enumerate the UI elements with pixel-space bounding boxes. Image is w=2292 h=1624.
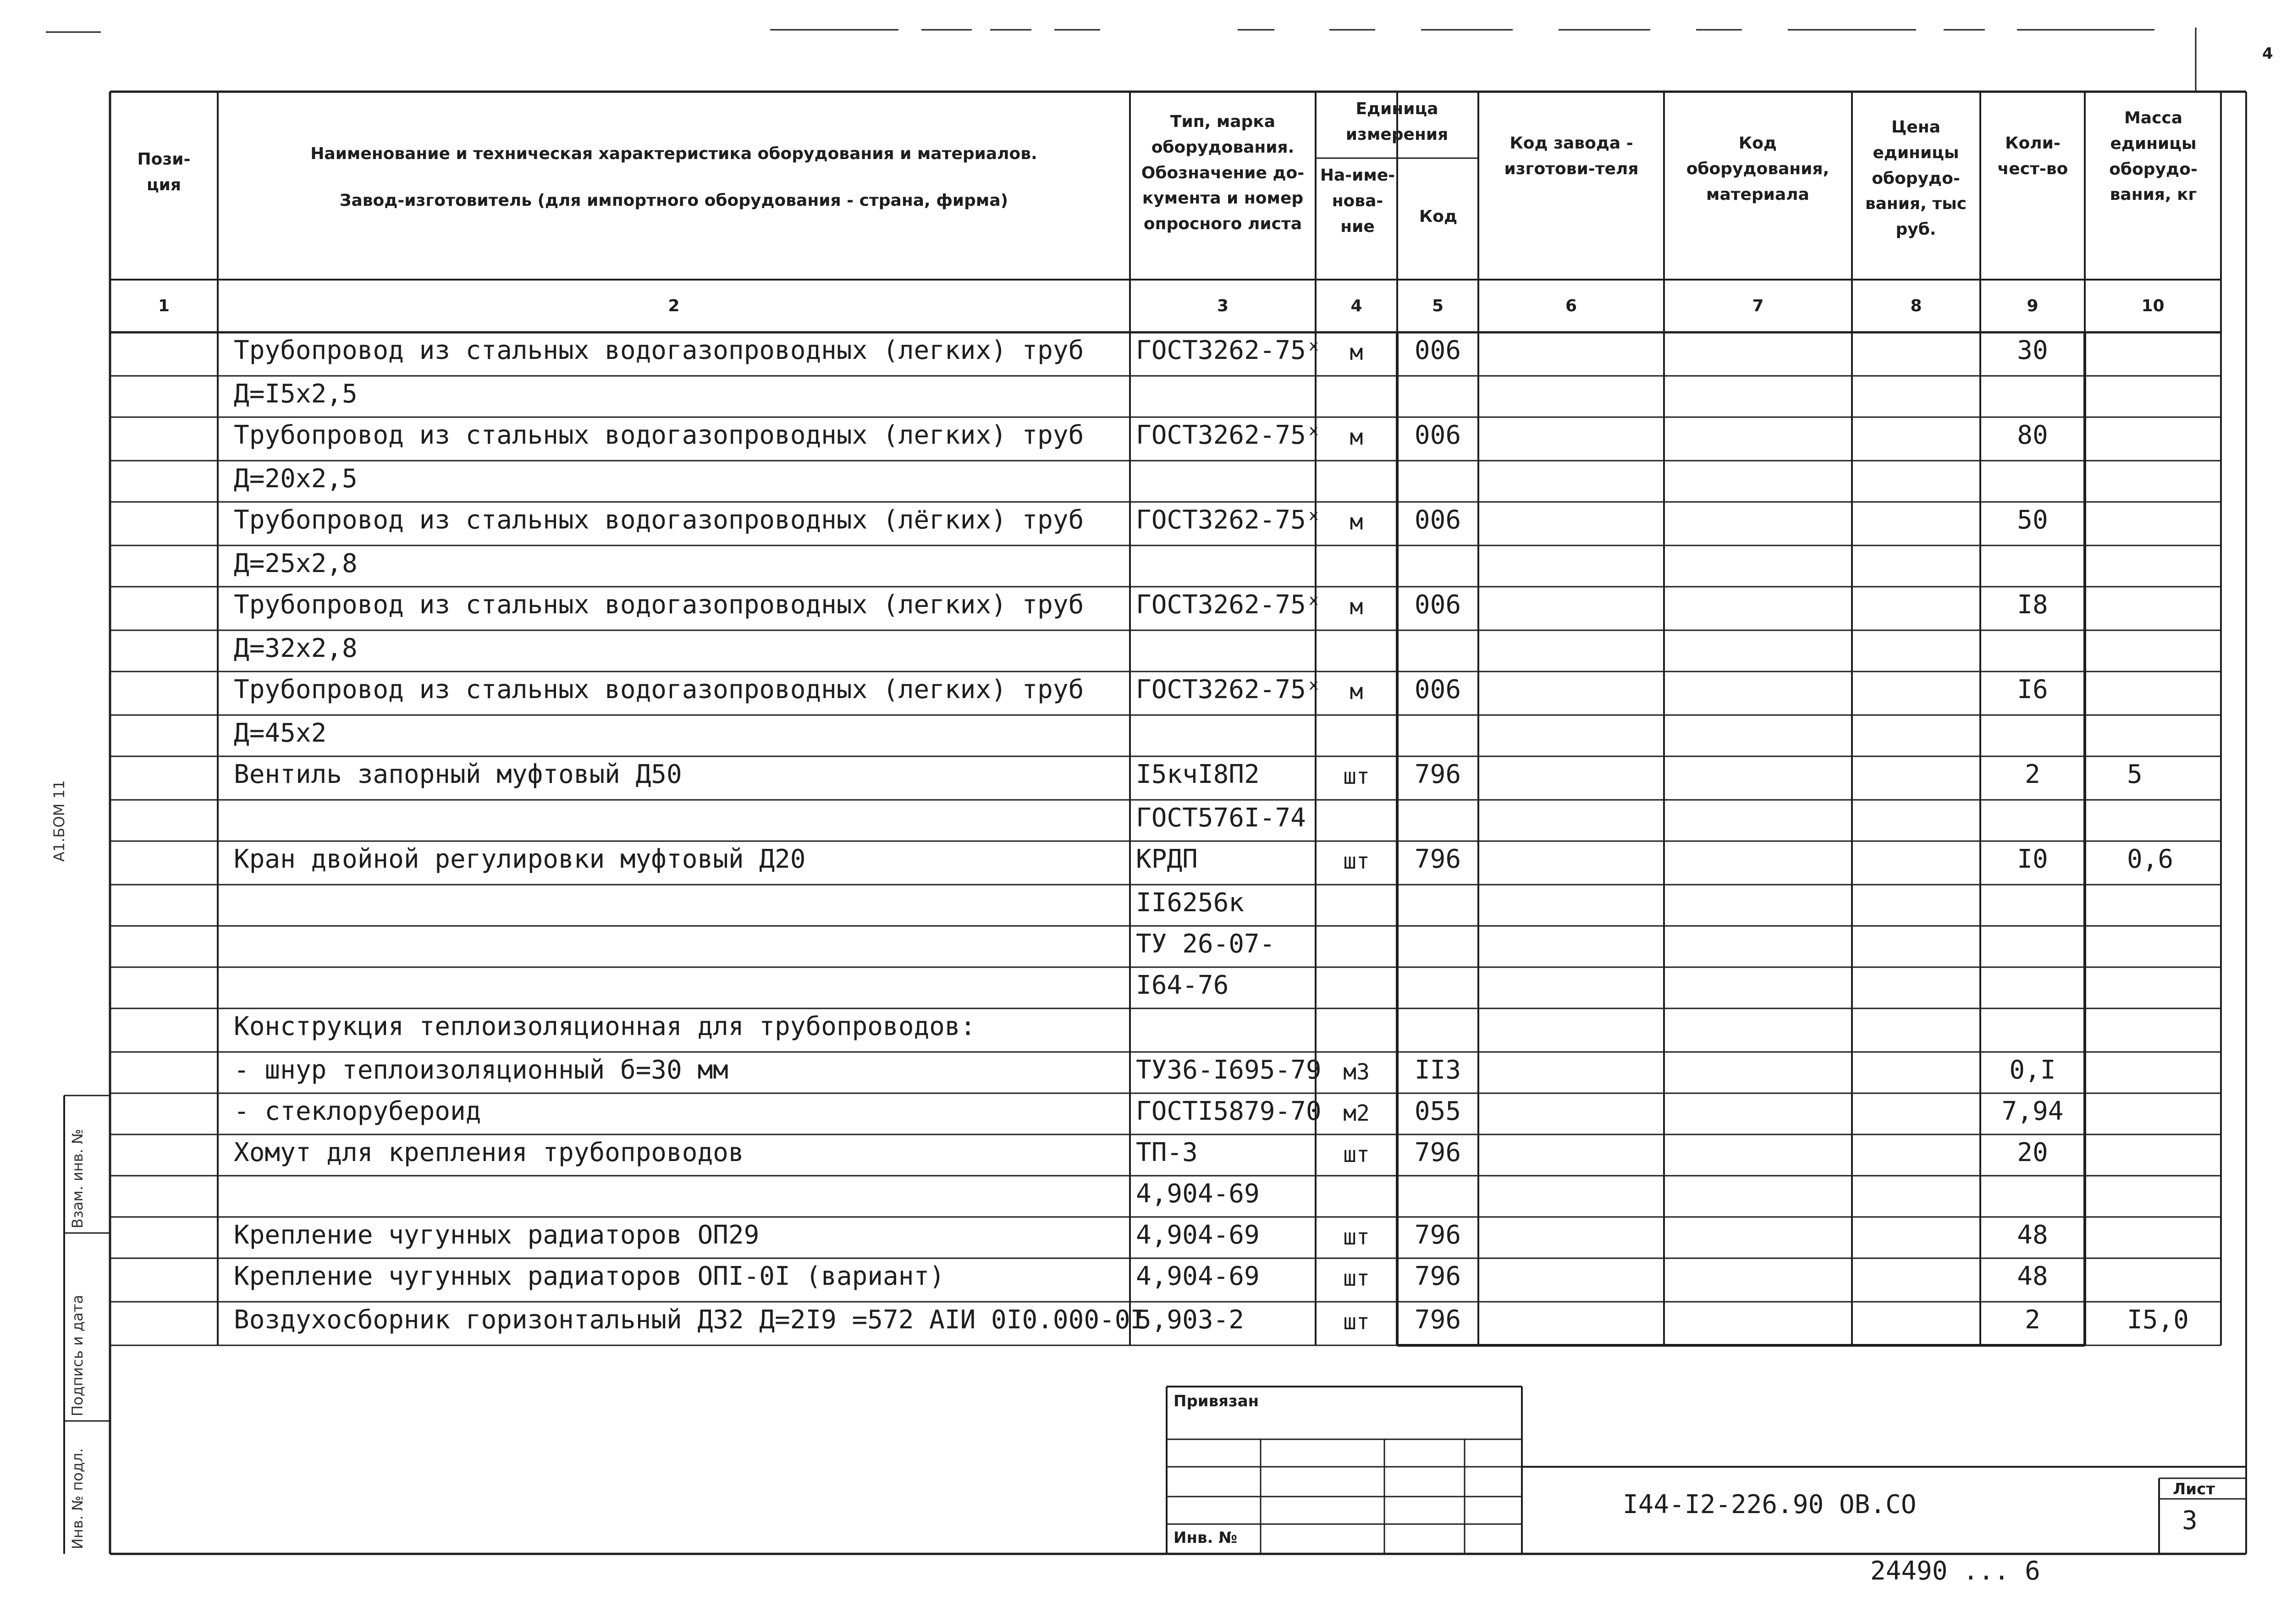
row-unit: шт [1343, 848, 1370, 874]
row-unit: м [1350, 679, 1363, 705]
column-number: 9 [2027, 297, 2039, 315]
row-name: Д=20x2,5 [234, 464, 358, 494]
row-unit: м [1350, 340, 1363, 365]
row-code: 796 [1414, 844, 1461, 874]
row-mass: 0,6 [2127, 844, 2174, 874]
row-quantity: 30 [2017, 336, 2048, 365]
row-name: Крепление чугунных радиаторов ОПI-0I (вариант) [234, 1261, 945, 1291]
row-name: Трубопровод из стальных водогазопроводных (лёгких) труб [234, 505, 1084, 535]
row-name: - шнур теплоизоляционный б=30 мм [234, 1055, 728, 1085]
row-type: II6256к [1136, 888, 1245, 918]
row-type: I64-76 [1136, 970, 1229, 1000]
row-type: 4,904-69 [1136, 1220, 1260, 1250]
row-type: I5кчI8П2 [1136, 760, 1260, 789]
row-quantity: 0,I [2009, 1055, 2056, 1085]
row-code: 006 [1414, 505, 1461, 535]
row-name: Трубопровод из стальных водогазопроводных (легких) труб [234, 336, 1084, 365]
row-unit: м3 [1343, 1059, 1370, 1085]
row-quantity: 7,94 [2001, 1096, 2064, 1126]
row-code: 006 [1414, 590, 1461, 620]
row-type: ТУ36-I695-79 [1136, 1055, 1322, 1085]
document-code: I44-I2-226.90 ОВ.СО [1623, 1490, 1917, 1519]
row-name: Д=I5x2,5 [234, 379, 358, 409]
row-type: ГОСТ3262-75ˣ [1136, 336, 1322, 365]
row-quantity: I0 [2017, 844, 2048, 874]
row-quantity: 2 [2025, 760, 2040, 789]
stamp-privyazan: Привязан [1174, 1392, 1259, 1410]
row-name: Крепление чугунных радиаторов ОП29 [234, 1220, 760, 1250]
row-name: Д=32x2,8 [234, 633, 358, 663]
row-unit: шт [1343, 1309, 1370, 1335]
column-number: 2 [668, 297, 680, 315]
column-number: 1 [158, 297, 170, 315]
row-unit: шт [1343, 764, 1370, 789]
header-unit-code: Код [1419, 207, 1458, 226]
row-name: Конструкция теплоизоляционная для трубопроводов: [234, 1012, 976, 1041]
column-number: 8 [1910, 297, 1922, 315]
row-unit: шт [1343, 1142, 1370, 1167]
row-code: II3 [1414, 1055, 1461, 1085]
row-type: ГОСТ3262-75ˣ [1136, 505, 1322, 535]
row-quantity: I8 [2017, 590, 2048, 620]
row-name: Хомут для крепления трубопроводов [234, 1138, 744, 1167]
column-number: 5 [1432, 297, 1444, 315]
header-name-line2: Завод-изготовитель (для импортного оборудования - страна, фирма) [339, 191, 1008, 210]
row-quantity: 80 [2017, 420, 2048, 450]
header-quantity: Коли-чест-во [1997, 134, 2068, 178]
header-type: Тип, марка оборудования. Обозначение до-кумента и номер опросного листа [1141, 112, 1305, 234]
side-label-strip1: Взам. инв. № [69, 1129, 86, 1228]
row-code: 055 [1414, 1096, 1461, 1126]
column-number: 3 [1217, 297, 1229, 315]
row-type: ТУ 26-07- [1136, 929, 1275, 959]
column-number: 6 [1565, 297, 1577, 315]
header-position: Пози- ция [137, 150, 191, 194]
row-type: ГОСТI5879-70 [1136, 1096, 1322, 1126]
row-name: Д=45x2 [234, 718, 327, 748]
header-equipment-code: Код оборудования, материала [1686, 134, 1829, 204]
row-name: Трубопровод из стальных водогазопроводных (легких) труб [234, 590, 1084, 620]
row-mass: I5,0 [2127, 1305, 2189, 1335]
row-unit: м [1350, 424, 1363, 450]
header-plant-code: Код завода - изготови-теля [1504, 134, 1639, 178]
row-quantity: I6 [2017, 675, 2048, 705]
header-mass: Масса единицы оборудо-вания, кг [2109, 109, 2198, 204]
row-code: 796 [1414, 760, 1461, 789]
column-number: 4 [1350, 297, 1362, 315]
side-label-format: А1.БОМ 11 [50, 780, 68, 862]
row-unit: м2 [1343, 1101, 1370, 1126]
row-type: 4,904-69 [1136, 1179, 1260, 1209]
row-type: ГОСТ3262-75ˣ [1136, 675, 1322, 705]
row-quantity: 50 [2017, 505, 2048, 535]
row-name: Трубопровод из стальных водогазопроводных (легких) труб [234, 420, 1084, 450]
row-type: 4,904-69 [1136, 1261, 1260, 1291]
header-price: Цена единицы оборудо-вания, тыс руб. [1865, 118, 1967, 239]
row-code: 006 [1414, 675, 1461, 705]
row-type: ТП-3 [1136, 1138, 1198, 1167]
stamp-inv: Инв. № [1174, 1529, 1238, 1547]
corner-mark: 4 [2262, 44, 2273, 63]
row-name: Кран двойной регулировки муфтовый Д20 [234, 844, 806, 874]
row-type: КРДП [1136, 844, 1198, 874]
bottom-number: 24490 ... 6 [1870, 1556, 2040, 1586]
row-name: Д=25x2,8 [234, 549, 358, 578]
row-unit: м [1350, 594, 1363, 620]
row-type: ГОСТ3262-75ˣ [1136, 590, 1322, 620]
side-label-strip3: Инв. № подл. [69, 1448, 86, 1549]
sheet-number: 3 [2182, 1506, 2198, 1536]
row-unit: шт [1343, 1224, 1370, 1250]
column-number: 7 [1752, 297, 1764, 315]
header-name-line1: Наименование и техническая характеристика оборудования и материалов. [310, 144, 1037, 163]
row-type: ГОСТ576I-74 [1136, 803, 1306, 833]
row-unit: м [1350, 509, 1363, 535]
header-unit-name: На-име-нова-ние [1320, 166, 1395, 236]
row-mass: 5 [2127, 760, 2143, 789]
row-quantity: 2 [2025, 1305, 2040, 1335]
side-label-strip2: Подпись и дата [69, 1294, 86, 1416]
row-quantity: 48 [2017, 1220, 2048, 1250]
row-type: 5,903-2 [1136, 1305, 1245, 1335]
column-number: 10 [2141, 297, 2165, 315]
row-name: Вентиль запорный муфтовый Д50 [234, 760, 682, 789]
row-code: 006 [1414, 336, 1461, 365]
row-quantity: 20 [2017, 1138, 2048, 1167]
row-name: Трубопровод из стальных водогазопроводных (легких) труб [234, 675, 1084, 705]
header-unit: Единица измерения [1345, 99, 1449, 144]
row-code: 796 [1414, 1305, 1461, 1335]
row-code: 796 [1414, 1138, 1461, 1167]
row-name: Воздухосборник горизонтальный Д32 Д=2I9 =572 АIИ 0I0.000-0I [234, 1305, 1146, 1335]
row-code: 796 [1414, 1220, 1461, 1250]
row-code: 006 [1414, 420, 1461, 450]
row-code: 796 [1414, 1261, 1461, 1291]
row-unit: шт [1343, 1266, 1370, 1291]
row-name: - стеклорубероид [234, 1096, 481, 1126]
row-type: ГОСТ3262-75ˣ [1136, 420, 1322, 450]
row-quantity: 48 [2017, 1261, 2048, 1291]
sheet-label: Лист [2173, 1480, 2215, 1498]
